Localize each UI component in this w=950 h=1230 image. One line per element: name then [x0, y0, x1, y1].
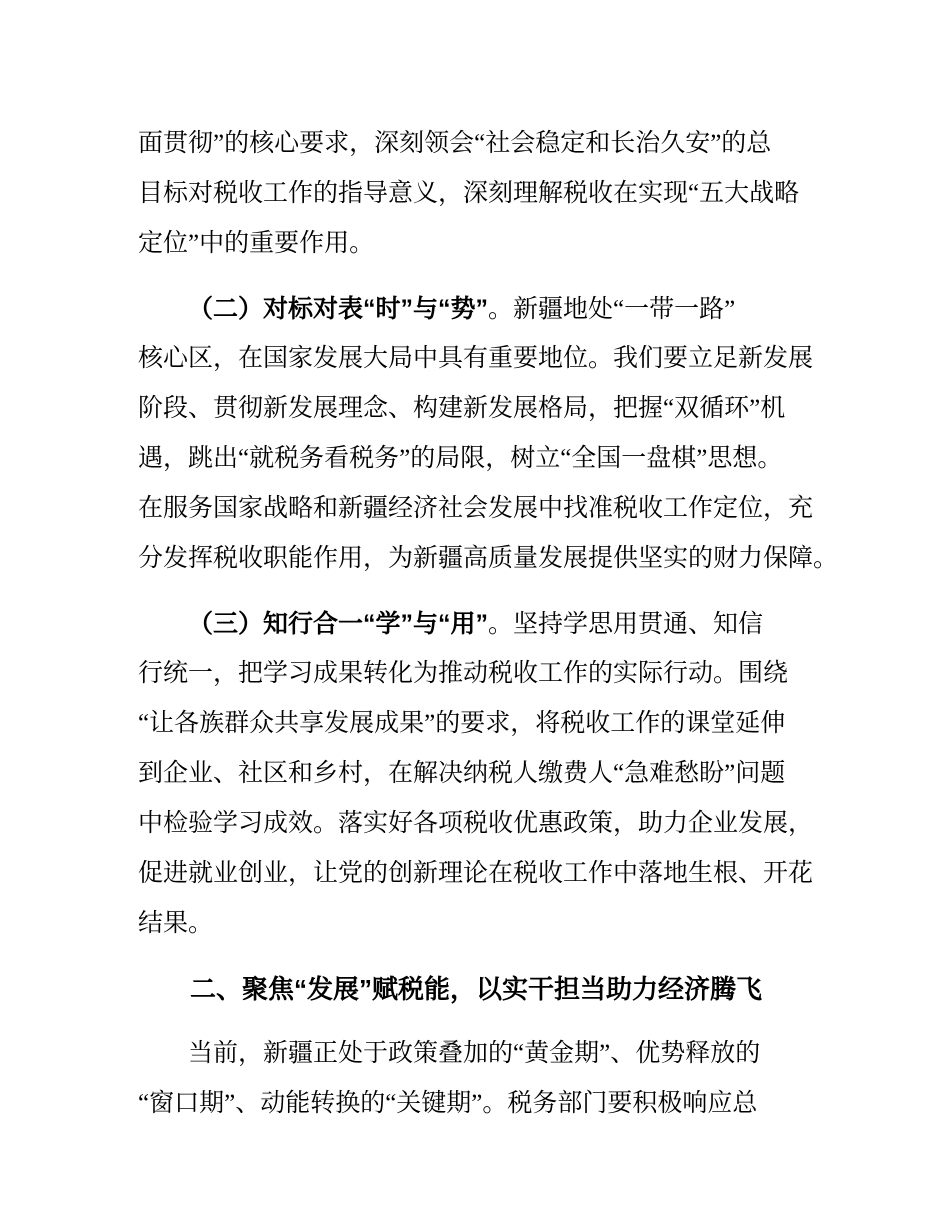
text-run: 目标对税收工作的指导意义，深刻理解税收在实现“五大战略 — [138, 180, 800, 207]
text-line — [138, 119, 814, 169]
text-run: 到企业、社区和乡村，在解决纳税人缴费人“急难愁盼”问题 — [138, 760, 786, 787]
text-run: 促进就业创业，让党的创新理论在税收工作中落地生根、开花 — [138, 860, 814, 887]
bold-run: （三）知行合一“学”与“用” — [188, 610, 489, 638]
paragraph — [138, 599, 814, 949]
text-line — [138, 899, 814, 949]
text-run: 遇，跳出“就税务看税务”的局限，树立“全国一盘棋”思想。 — [138, 445, 783, 472]
paragraph — [138, 284, 839, 584]
text-line — [138, 434, 814, 484]
text-line — [138, 169, 814, 219]
text-line — [138, 1079, 814, 1129]
text-line — [138, 484, 814, 534]
text-line — [138, 1029, 814, 1079]
text-run: 分发挥税收职能作用，为新疆高质量发展提供坚实的财力保障。 — [138, 545, 839, 572]
text-run: 结果。 — [138, 910, 214, 937]
text-run: 当前，新疆正处于政策叠加的“黄金期”、优势释放的 — [188, 1040, 761, 1067]
text-run: “窗口期”、动能转换的“关键期”。税务部门要积极响应总 — [138, 1090, 758, 1117]
document-body — [138, 119, 839, 1129]
text-line — [138, 534, 839, 584]
text-line — [138, 599, 814, 649]
section-heading: 二、聚焦“发展”赋税能，以实干担当助力经济腾飞 — [189, 974, 762, 1004]
text-run: 面贯彻”的核心要求，深刻领会“社会稳定和长治久安”的总 — [138, 130, 772, 157]
text-run: 。坚持学思用贯通、知信 — [488, 611, 764, 638]
paragraph — [138, 119, 814, 269]
bold-run: （二）对标对表“时”与“势” — [188, 295, 489, 323]
text-line — [138, 799, 814, 849]
text-line — [138, 384, 814, 434]
text-line — [138, 334, 814, 384]
text-run: 定位”中的重要作用。 — [138, 230, 375, 257]
paragraph — [138, 1029, 814, 1129]
text-line — [138, 849, 814, 899]
text-run: 核心区，在国家发展大局中具有重要地位。我们要立足新发展 — [138, 345, 814, 372]
text-run: 在服务国家战略和新疆经济社会发展中找准税收工作定位，充 — [138, 495, 814, 522]
text-line — [138, 284, 814, 334]
text-run: 行统一，把学习成果转化为推动税收工作的实际行动。围绕 — [138, 660, 789, 687]
text-run: 。新疆地处“一带一路” — [488, 296, 736, 323]
text-line — [138, 649, 814, 699]
text-line — [138, 219, 814, 269]
text-line — [138, 749, 814, 799]
text-line — [138, 699, 814, 749]
text-run: 阶段、贯彻新发展理念、构建新发展格局，把握“双循环”机 — [138, 395, 786, 422]
text-run: “让各族群众共享发展成果”的要求，将税收工作的课堂延伸 — [138, 710, 786, 737]
text-run: 中检验学习成效。落实好各项税收优惠政策，助力企业发展， — [138, 810, 814, 837]
